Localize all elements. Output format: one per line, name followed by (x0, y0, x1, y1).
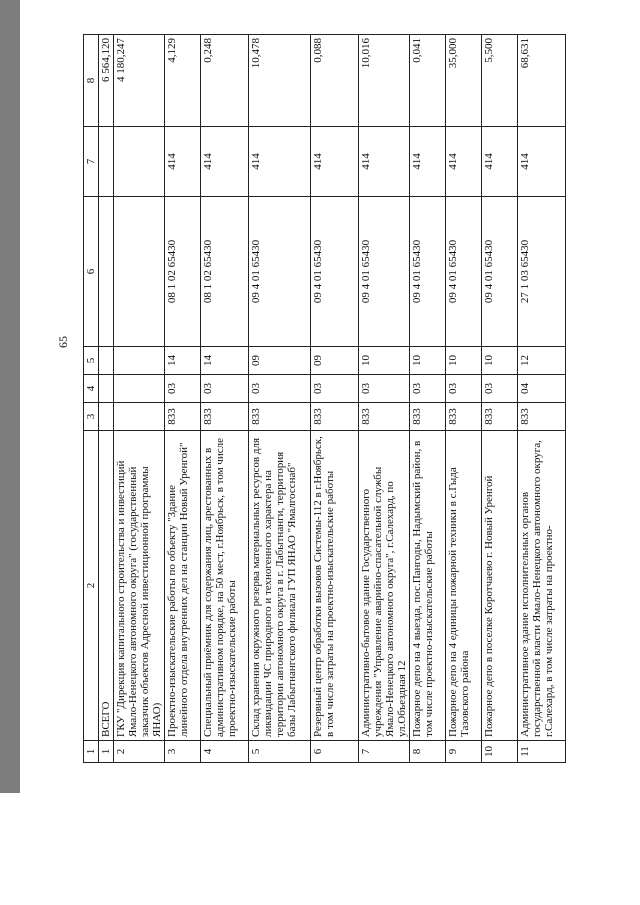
row-code-7: 414 (165, 127, 201, 197)
row-code-4: 03 (446, 375, 482, 403)
row-number: 10 (482, 741, 518, 763)
row-name: ГКУ "Дирекция капитального строительства и инвестиций Ямало-Ненецкого автономного округа" (государственный заказчик объектов Адресной инвестиционной программы ЯНАО) (114, 431, 165, 741)
row-number: 2 (114, 741, 165, 763)
row-code-3: 833 (201, 403, 249, 431)
row-code-3: 833 (518, 403, 566, 431)
table-row (482, 35, 518, 763)
row-amount: 0,248 (201, 35, 249, 127)
row-code-3: 833 (165, 403, 201, 431)
row-code-7: 414 (359, 127, 410, 197)
row-code-4: 03 (410, 375, 446, 403)
row-name: Административно-бытовое здание Государственного учреждения "Управление аварийно-спасательной службы Ямало-Ненецкого автономного округа", г.Салехард, по ул.Объездная 12 (359, 431, 410, 741)
row-code-7: 414 (446, 127, 482, 197)
row-number: 3 (165, 741, 201, 763)
row-name: Проектно-изыскательские работы по объекту "Здание линейного отдела внутренних дел на станции Новый Уренгой" (165, 431, 201, 741)
page-margin (0, 793, 640, 905)
row-amount: 35,000 (446, 35, 482, 127)
row-code-5: 14 (165, 347, 201, 375)
row-code-7: 414 (311, 127, 359, 197)
table-row (99, 35, 114, 763)
table-row (518, 35, 566, 763)
row-code-3 (114, 403, 165, 431)
row-code-5: 10 (410, 347, 446, 375)
row-code-5: 09 (249, 347, 311, 375)
row-number: 9 (446, 741, 482, 763)
row-code-5: 12 (518, 347, 566, 375)
row-name: Пожарное депо на 4 единицы пожарной техники в с.Гыда Тазовского района (446, 431, 482, 741)
col-header-3: 3 (84, 403, 99, 431)
row-code-4: 03 (311, 375, 359, 403)
row-name: Пожарное депо в поселке Коротчаево г. Новый Уренгой (482, 431, 518, 741)
row-code-6: 09 4 01 65430 (359, 197, 410, 347)
row-code-7: 414 (482, 127, 518, 197)
row-code-3: 833 (410, 403, 446, 431)
row-code-5: 10 (482, 347, 518, 375)
page-number: 65 (56, 336, 70, 348)
row-number: 6 (311, 741, 359, 763)
row-amount: 0,088 (311, 35, 359, 127)
row-code-6: 09 4 01 65430 (410, 197, 446, 347)
row-amount: 4,129 (165, 35, 201, 127)
row-code-3: 833 (249, 403, 311, 431)
row-code-4: 03 (165, 375, 201, 403)
row-code-4: 04 (518, 375, 566, 403)
row-code-6: 27 1 03 65430 (518, 197, 566, 347)
row-code-3: 833 (482, 403, 518, 431)
row-code-5: 09 (311, 347, 359, 375)
row-code-4: 03 (482, 375, 518, 403)
col-header-2: 2 (84, 431, 99, 741)
col-header-4: 4 (84, 375, 99, 403)
row-amount: 0,041 (410, 35, 446, 127)
row-code-4 (114, 375, 165, 403)
row-name: ВСЕГО (99, 431, 114, 741)
row-code-5: 10 (446, 347, 482, 375)
row-number: 1 (99, 741, 114, 763)
row-name: Склад хранения окружного резерва материальных ресурсов для ликвидации ЧС природного и техногенного характера на территории автономного округа в г. Лабытнанги, территория базы Лабытнангского филиала ГУП ЯНАО "Ямалгосснаб" (249, 431, 311, 741)
row-code-7: 414 (410, 127, 446, 197)
row-code-4: 03 (359, 375, 410, 403)
row-name: Пожарное депо на 4 выезда, пос.Пангоды, Надымский район, в том числе проектно-изыскательские работы (410, 431, 446, 741)
row-code-6: 09 4 01 65430 (311, 197, 359, 347)
rotated-table-wrapper (83, 35, 640, 763)
row-code-4 (99, 375, 114, 403)
row-code-7: 414 (518, 127, 566, 197)
row-amount: 5,500 (482, 35, 518, 127)
row-code-7 (99, 127, 114, 197)
table-row (359, 35, 410, 763)
table-row (201, 35, 249, 763)
row-amount: 4 180,247 (114, 35, 165, 127)
row-code-3: 833 (359, 403, 410, 431)
row-code-4: 03 (201, 375, 249, 403)
header-row (84, 35, 99, 763)
row-number: 8 (410, 741, 446, 763)
row-code-7: 414 (249, 127, 311, 197)
row-code-6 (114, 197, 165, 347)
row-code-6: 08 1 02 65430 (201, 197, 249, 347)
row-code-5 (99, 347, 114, 375)
row-code-5: 10 (359, 347, 410, 375)
row-name: Специальный приёмник для содержания лиц, арестованных в административном порядке, на 50 мест, г.Ноябрьск, в том числе проектно-изыскательские работы (201, 431, 249, 741)
row-code-6 (99, 197, 114, 347)
row-code-6: 09 4 01 65430 (249, 197, 311, 347)
table-row (114, 35, 165, 763)
table-row (311, 35, 359, 763)
row-code-6: 09 4 01 65430 (482, 197, 518, 347)
row-code-5: 14 (201, 347, 249, 375)
row-code-7 (114, 127, 165, 197)
row-amount: 68,631 (518, 35, 566, 127)
budget-table (83, 34, 566, 763)
col-header-1: 1 (84, 741, 99, 763)
row-number: 5 (249, 741, 311, 763)
row-amount: 6 564,120 (99, 35, 114, 127)
col-header-5: 5 (84, 347, 99, 375)
row-name: Резервный центр обработки вызовов Системы-112 в г.Ноябрьск, в том числе затраты на проектно-изыскательские работы (311, 431, 359, 741)
row-code-6: 08 1 02 65430 (165, 197, 201, 347)
row-code-3 (99, 403, 114, 431)
col-header-6: 6 (84, 197, 99, 347)
col-header-8: 8 (84, 35, 99, 127)
row-code-7: 414 (201, 127, 249, 197)
row-code-6: 09 4 01 65430 (446, 197, 482, 347)
table-row (446, 35, 482, 763)
row-code-4: 03 (249, 375, 311, 403)
page-sheet (20, 0, 640, 793)
row-amount: 10,478 (249, 35, 311, 127)
row-code-5 (114, 347, 165, 375)
row-name: Административное здание исполнительных органов государственной власти Ямало-Ненецкого автономного округа, г.Салехард, в том числе затраты на проектно- (518, 431, 566, 741)
table-row (249, 35, 311, 763)
row-number: 11 (518, 741, 566, 763)
row-code-3: 833 (311, 403, 359, 431)
row-number: 7 (359, 741, 410, 763)
table-row (410, 35, 446, 763)
table-body (99, 35, 566, 763)
row-amount: 10,016 (359, 35, 410, 127)
table-row (165, 35, 201, 763)
row-code-3: 833 (446, 403, 482, 431)
row-number: 4 (201, 741, 249, 763)
col-header-7: 7 (84, 127, 99, 197)
